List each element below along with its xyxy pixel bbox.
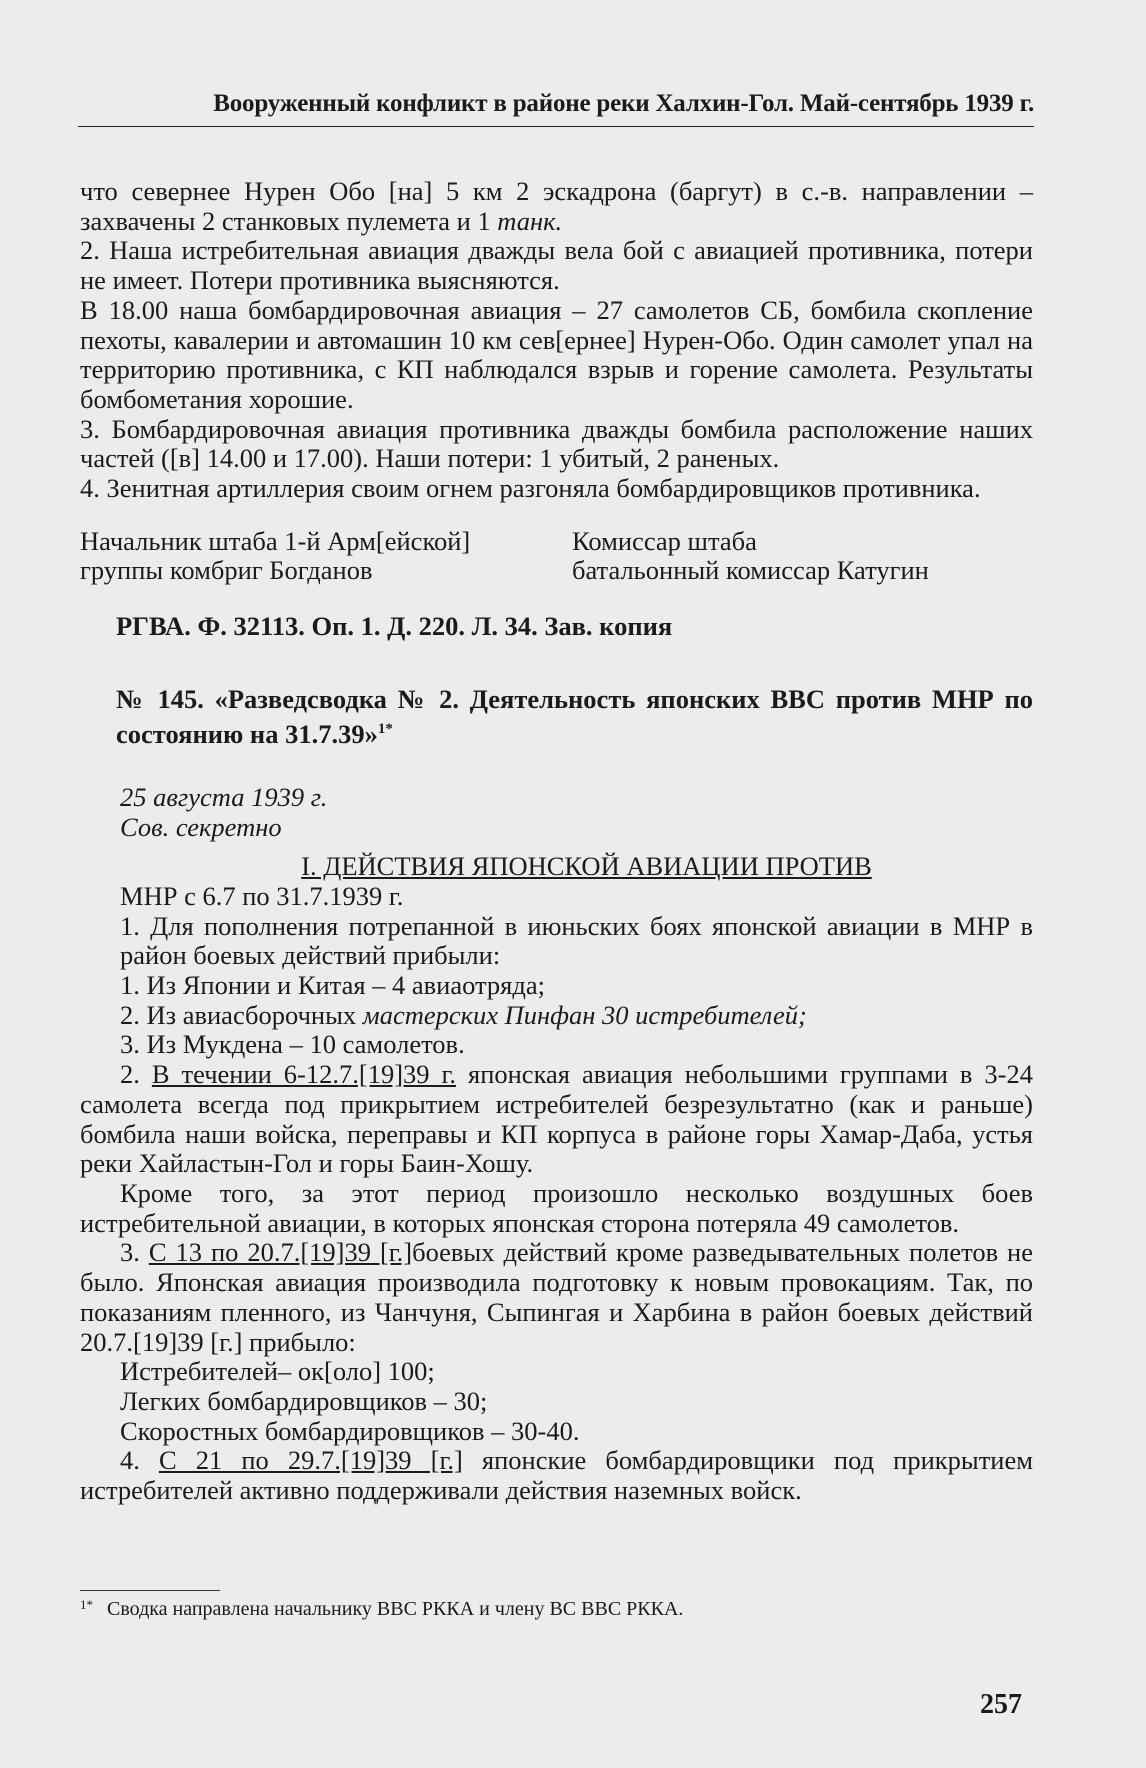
- item3-text: боевых действий кроме разведывательных полетов не было. Японская авиация производила подготовку к новым провокациям. Так, по показаниям пленного, из Чанчуня, Сыпингая и Харбина в район боевых действий 20.7.[19]39 [г.] прибыло:: [80, 1237, 1033, 1357]
- item2-period: В течении 6-12.7.[19]39 г.: [151, 1059, 457, 1090]
- item2-continuation: [80, 1179, 1033, 1238]
- item3-period: С 13 по 20.7.[19]39 [г.]: [148, 1237, 413, 1268]
- signature-right-line1: Комиссар штаба: [572, 525, 757, 556]
- paragraph-enemy-bombing: 3. Бомбардировочная авиация противника дважды бомбила расположение наших частей ([в] 14.00 и 17.00). Наши потери: 1 убитый, 2 раненых.: [80, 413, 1033, 474]
- item2-text: японская авиация небольшими группами в 3-24 самолета всегда под прикрытием истребителей безрезультатно (как и раньше) бомбила наши войска, переправы и КП корпуса в районе горы Хамар-Даба, устья реки Хайластын-Гол и горы Баин-Хошу.: [80, 1059, 1034, 1179]
- header-rule: [78, 126, 1034, 127]
- signature-left: [80, 527, 572, 586]
- item3-light-bombers: Легких бомбардировщиков – 30;: [120, 1385, 488, 1416]
- item4: [80, 1446, 1033, 1505]
- item2-continuation-text: Кроме того, за этот период произошло несколько воздушных боев истребительной авиации, в которых японская сторона потеряла 49 самолетов.: [80, 1177, 1033, 1238]
- section-heading: I. ДЕЙСТВИЯ ЯПОНСКОЙ АВИАЦИИ ПРОТИВ: [301, 851, 872, 882]
- signature-right-line2: батальонный комиссар Катугин: [572, 555, 929, 586]
- secrecy-classification: Сов. секретно: [120, 811, 282, 842]
- item1-sub-b-italic: мастерских Пинфан 30 истребителей;: [362, 999, 807, 1030]
- item1-intro: 1. Для пополнения потрепанной в июньских боях японской авиации в МНР в район боевых действий прибыли:: [120, 910, 1033, 971]
- item1-sub-b: [80, 1001, 1033, 1031]
- signature-left-line1: Начальник штаба 1-й Арм[ейской]: [80, 525, 471, 556]
- page-content: [80, 177, 1033, 1506]
- paragraph-fighter-aviation: 2. Наша истребительная авиация дважды вела бой с авиацией противника, потери не имеет. Потери противника выясняются.: [80, 235, 1033, 296]
- item3-number: 3.: [120, 1237, 140, 1268]
- item4-number: 4.: [120, 1445, 140, 1476]
- document-title: [80, 684, 1033, 749]
- item3: [80, 1238, 1033, 1357]
- footnote-text: Сводка направлена начальнику ВВС РККА и члену ВС ВВС РККА.: [107, 1598, 684, 1620]
- item4-text: японские бомбардировщики под прикрытием истребителей активно поддерживали действия наземных войск.: [80, 1445, 1034, 1506]
- item2-number: 2.: [120, 1059, 140, 1090]
- running-head: Вооруженный конфликт в районе реки Халхин-Гол. Май-сентябрь 1939 г.: [213, 90, 1034, 117]
- signature-right: [572, 527, 1033, 586]
- item1-sub-a: 1. Из Японии и Китая – 4 авиаотряда;: [120, 970, 545, 1001]
- item4-period: С 21 по 29.7.[19]39 [г.]: [158, 1445, 463, 1476]
- paragraph-italic-text: танк.: [497, 205, 563, 236]
- item3-fighters: Истребителей– ок[оло] 100;: [120, 1356, 435, 1387]
- paragraph-continuation: [80, 177, 1033, 236]
- footnote-reference: 1*: [377, 720, 393, 737]
- document-title-text: № 145. «Разведсводка № 2. Деятельность японских ВВС против МНР по состоянию на 31.7.39»: [116, 683, 1033, 749]
- footnote-mark: 1*: [80, 1597, 93, 1612]
- page-number: 257: [980, 1689, 1022, 1720]
- item1-sub-c: 3. Из Мукдена – 10 самолетов.: [120, 1029, 465, 1060]
- section-subheading: МНР с 6.7 по 31.7.1939 г.: [120, 880, 404, 911]
- paragraph-text: что севернее Нурен Обо [на] 5 км 2 эскадрона (баргут) в с.-в. направлении – захвачены 2 станковых пулемета и 1: [80, 176, 1033, 236]
- item2: [80, 1060, 1033, 1179]
- paragraph-bomber-aviation: В 18.00 наша бомбардировочная авиация – 27 самолетов СБ, бомбила скопление пехоты, кавалерии и автомашин 10 км сев[ернее] Нурен-Обо. Один самолет упал на территорию противника, с КП наблюдался взрыв и горение самолета. Результаты бомбометания хорошие.: [80, 294, 1033, 414]
- signature-left-line2: группы комбриг Богданов: [80, 555, 373, 586]
- paragraph-anti-aircraft: 4. Зенитная артиллерия своим огнем разгоняла бомбардировщиков противника.: [80, 473, 981, 504]
- document-date: 25 августа 1939 г.: [120, 781, 328, 812]
- footnote-rule: [80, 1590, 220, 1591]
- footnote: [80, 1597, 683, 1621]
- archive-source: РГВА. Ф. 32113. Оп. 1. Д. 220. Л. 34. Зав. копия: [116, 611, 673, 642]
- item1-sub-b-text: 2. Из авиасборочных: [120, 999, 357, 1030]
- item3-fast-bombers: Скоростных бомбардировщиков – 30-40.: [120, 1415, 580, 1446]
- signature-block: [80, 527, 1033, 586]
